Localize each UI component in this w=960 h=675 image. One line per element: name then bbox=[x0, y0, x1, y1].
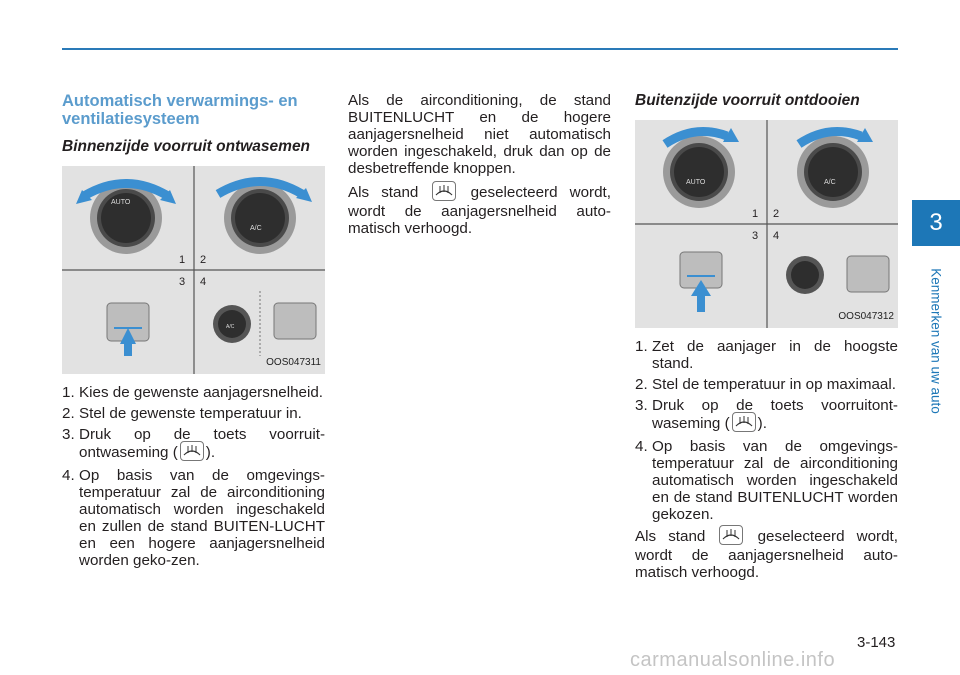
mini-knob-label: A/C bbox=[226, 324, 235, 330]
chapter-number: 3 bbox=[929, 209, 943, 236]
chapter-title-vertical bbox=[916, 256, 956, 426]
page-number: 3-143 bbox=[857, 634, 896, 651]
column-3 bbox=[635, 92, 898, 587]
figure-outside-defrost bbox=[635, 120, 898, 328]
list-item: 2. Stel de temperatuur in op maximaal. bbox=[635, 376, 896, 393]
knob-label-ac: A/C bbox=[824, 179, 836, 186]
subsection-title-inside: Binnenzijde voorruit ontwasemen bbox=[62, 138, 311, 155]
figure-code: OOS047312 bbox=[838, 311, 894, 322]
chapter-tab bbox=[912, 200, 960, 246]
knob-label-auto: AUTO bbox=[111, 199, 131, 206]
defrost-icon bbox=[180, 441, 204, 461]
steps-list-inside bbox=[62, 384, 325, 569]
chapter-title-text: Kenmerken van uw auto bbox=[928, 268, 944, 414]
figure-num-4: 4 bbox=[200, 276, 207, 288]
paragraph: Als stand geselecteerd wordt, wordt de aanjagersnelheid auto-matisch verhoogd. bbox=[635, 527, 898, 581]
steps-list-outside bbox=[635, 338, 898, 523]
subsection-title-outside: Buitenzijde voorruit ontdooien bbox=[635, 92, 860, 109]
list-item: 4. Op basis van de omgevings-temperatuur zal de airconditioning automatisch worden ingeschakeld en de stand BUITENLUCHT worden gekozen. bbox=[635, 438, 898, 523]
defrost-icon bbox=[719, 525, 743, 545]
defrost-icon bbox=[432, 181, 456, 201]
control-panel-illustration bbox=[62, 166, 325, 374]
knob-label-auto: AUTO bbox=[686, 179, 706, 186]
list-item: 2. Stel de gewenste temperatuur in. bbox=[62, 405, 302, 422]
paragraph: Als de airconditioning, de stand BUITENLUCHT en de hogere aanjagersnelheid niet automatisch worden ingeschakeld, druk dan op de desbetreffende knoppen. bbox=[348, 92, 611, 177]
figure-code: OOS047311 bbox=[266, 357, 321, 368]
figure-num-1: 1 bbox=[179, 254, 186, 266]
column-1 bbox=[62, 92, 325, 573]
list-item: 4. Op basis van de omgevings-temperatuur zal de airconditioning automatisch worden ingeschakeld en zullen de stand BUITEN-LUCHT en een hogere aanjagersnelheid worden geko-zen. bbox=[62, 467, 325, 569]
figure-num-2: 2 bbox=[773, 208, 780, 220]
figure-num-4: 4 bbox=[773, 230, 780, 242]
paragraph: Als stand geselecteerd wordt, wordt de aanjagersnelheid auto-matisch verhoogd. bbox=[348, 183, 611, 237]
list-item: 1. Kies de gewenste aanjagersnelheid. bbox=[62, 384, 324, 401]
list-item: 1. Zet de aanjager in de hoogste stand. bbox=[635, 338, 898, 372]
header-rule bbox=[62, 48, 898, 50]
figure-inside-defog bbox=[62, 166, 325, 374]
figure-num-1: 1 bbox=[752, 208, 759, 220]
figure-num-2: 2 bbox=[200, 254, 207, 266]
figure-num-3: 3 bbox=[179, 276, 186, 288]
defrost-icon bbox=[732, 412, 756, 432]
section-title: Automatisch verwarmings- en ventilatiesysteem bbox=[62, 92, 298, 128]
list-item: 3. Druk op de toets voorruitont-waseming ( ). bbox=[635, 397, 898, 433]
column-2 bbox=[348, 92, 611, 243]
list-item: 3. Druk op de toets voorruit-ontwaseming ( ). bbox=[62, 426, 325, 462]
figure-num-3: 3 bbox=[752, 230, 759, 242]
control-panel-illustration bbox=[635, 120, 898, 328]
watermark: carmanualsonline.info bbox=[630, 649, 836, 671]
knob-label-ac: A/C bbox=[250, 225, 262, 232]
